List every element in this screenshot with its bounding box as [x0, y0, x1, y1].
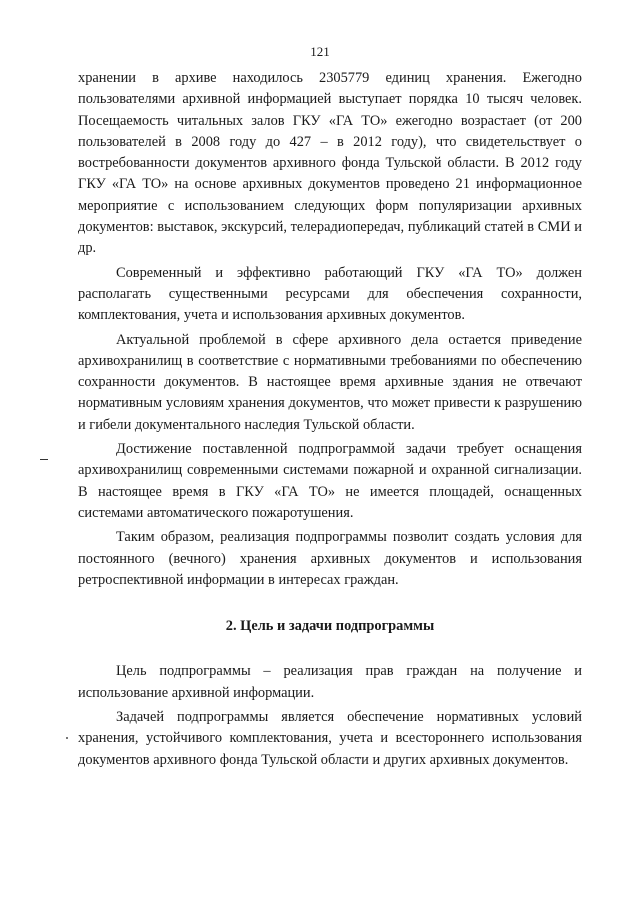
paragraph: Таким образом, реализация подпрограммы позволит создать условия для постоянного (вечного) хранения архивных документов и использования ретроспективной информации в интересах граждан.: [78, 529, 582, 588]
margin-dot: [66, 737, 68, 739]
paragraph: Актуальной проблемой в сфере архивного дела остается приведение архивохранилищ в соответствие с нормативными требованиями по обеспечению сохранности документов. В настоящее время архивные здания не отвечают нормативным условиям хранения документов, что может привести к разрушению и гибели документального наследия Тульской области.: [78, 331, 582, 433]
page-number: 121: [310, 44, 330, 59]
paragraph: Современный и эффективно работающий ГКУ «ГА ТО» должен располагать существенными ресурсами для обеспечения сохранности, комплектования, учета и использования архивных документов.: [78, 264, 582, 324]
paragraph: Достижение поставленной подпрограммой задачи требует оснащения архивохранилищ современными системами пожарной и охранной сигнализации. В настоящее время в ГКУ «ГА ТО» не имеется площадей, оснащенных системами автоматического пожаротушения.: [78, 441, 582, 521]
margin-mark: [40, 459, 48, 460]
paragraph: хранении в архиве находилось 2305779 единиц хранения. Ежегодно пользователями архивной информацией выступает порядка 10 тысяч человек. Посещаемость читальных залов ГКУ «ГА ТО» ежегодно возрастает (от 200 пользователей в 2008 году до 427 – в 2012 году), что свидетельствует о востребованности документов архивного фонда Тульской области. В 2012 году ГКУ «ГА ТО» на основе архивных документов проведено 21 информационное мероприятие с использованием следующих форм популяризации архивных документов: выставок, экскурсий, телерадиопередач, публикаций статей в СМИ и др.: [78, 70, 582, 257]
paragraph: Задачей подпрограммы является обеспечение нормативных условий хранения, устойчивого комплектования, учета и всестороннего использования документов архивного фонда Тульской области и других архивных документов.: [78, 709, 582, 768]
paragraph: Цель подпрограммы – реализация прав граждан на получение и использование архивной информации.: [78, 663, 582, 701]
document-body: [78, 68, 582, 774]
section-heading: 2. Цель и задачи подпрограммы: [225, 618, 435, 635]
